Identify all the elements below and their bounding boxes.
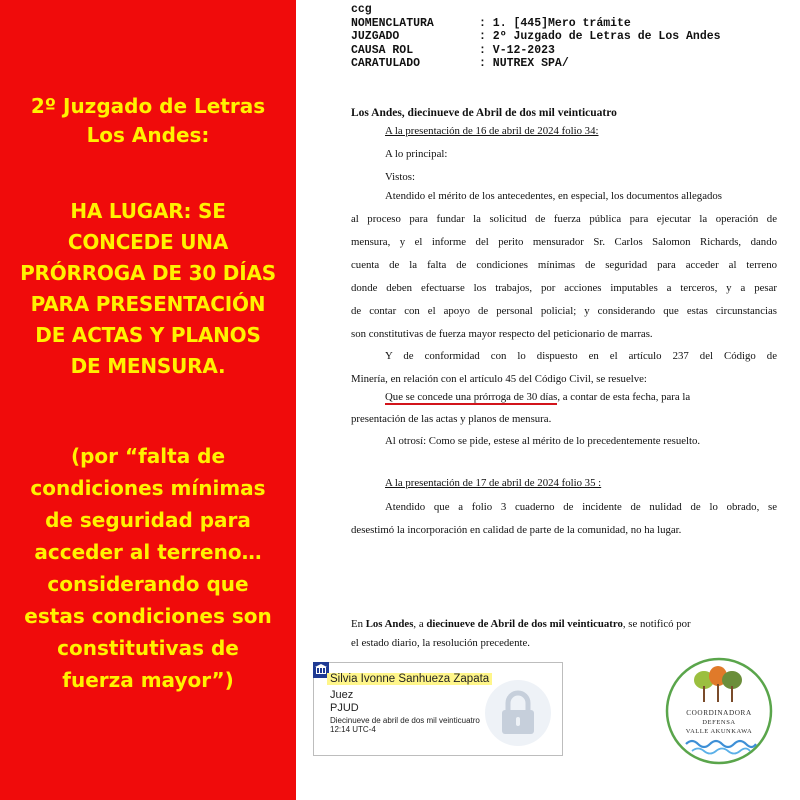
paragraph-line: de contar con el apoyo de personal policial; y considerando que estas circunstancias [351, 305, 777, 317]
quote-line: acceder al terreno… [34, 540, 262, 564]
quote-line: constitutivas de [57, 636, 239, 660]
coordinadora-logo [664, 656, 774, 766]
quote-line: condiciones mínimas [30, 476, 266, 500]
panel-title-line: 2º Juzgado de Letras [30, 94, 266, 118]
header-value: : V-12-2023 [479, 43, 555, 57]
headline-line: PRÓRROGA DE 30 DÍAS [20, 261, 276, 285]
paragraph-line: Atendido el mérito de los antecedentes, en especial, los documentos allegados [385, 190, 722, 202]
paragraph-line: Y de conformidad con lo dispuesto en el artículo 237 del Código de [385, 350, 777, 362]
panel-title [0, 92, 296, 150]
paragraph-line: mensura, y el informe del perito mensurador Sr. Carlos Salomon Richards, dando [351, 236, 777, 248]
resolve-line [385, 386, 690, 409]
logo-text-line: COORDINADORA [686, 709, 752, 717]
panel-headline [0, 196, 296, 382]
paragraph-line: Atendido que a folio 3 cuaderno de incidente de nulidad de lo obrado, se [385, 501, 777, 513]
conformity-paragraph [351, 345, 777, 391]
signature-box [313, 662, 563, 756]
signer-org: PJUD [330, 702, 359, 714]
logo-text-line: VALLE AKUNKAWA [685, 728, 753, 735]
signature-text [330, 669, 492, 734]
header-row [351, 17, 721, 31]
header-value: : 2º Juzgado de Letras de Los Andes [479, 30, 721, 43]
paragraph-line: donde deben efectuarse los trabajos, por acciones imputables a terceros, y a pesar [351, 282, 777, 294]
notification-prefix: En [351, 618, 366, 630]
header-value: : 1. [445]Mero trámite [479, 16, 631, 30]
notification-date: diecinueve de Abril de dos mil veinticuatro [426, 618, 623, 630]
signer-name: Silvia Ivonne Sanhueza Zapata [327, 673, 492, 685]
notification-suffix: , se notificó por [622, 618, 691, 630]
header-key: NOMENCLATURA [351, 16, 434, 30]
signature-date: Diecinueve de abril de dos mil veinticuatro [330, 716, 480, 725]
headline-line: DE MENSURA. [70, 354, 226, 378]
header-row [351, 57, 721, 71]
notification-place: Los Andes [365, 618, 414, 630]
logo-text-line: DEFENSA [702, 719, 736, 726]
resolution-date: Los Andes, diecinueve de Abril de dos mil veinticuatro [351, 107, 617, 119]
principal-label: A lo principal: [385, 148, 448, 160]
headline-line: DE ACTAS Y PLANOS [35, 323, 261, 347]
header-key: CAUSA ROL [351, 43, 414, 57]
header-row [351, 30, 721, 44]
notification-line-2: el estado diario, la resolución precedente. [351, 637, 530, 649]
header-key: CARATULADO [351, 57, 421, 70]
quote-line: (por “falta de [70, 444, 226, 468]
quote-line: fuerza mayor”) [62, 668, 234, 692]
signature-time: 12:14 UTC-4 [330, 725, 376, 734]
quote-line: considerando que [47, 572, 249, 596]
granted-extension-highlight: Que se concede una prórroga de 30 días [385, 391, 558, 403]
vistos-label: Vistos: [385, 171, 415, 183]
attended-paragraph [351, 185, 777, 346]
headline-line: HA LUGAR: SE [70, 199, 226, 223]
otrosi-line: Al otrosí: Como se pide, estese al mérito de lo precedentemente resuelto. [385, 435, 701, 447]
header-value: : NUTREX SPA/ [479, 57, 569, 70]
quote-line: de seguridad para [45, 508, 251, 532]
attended-paragraph-2 [351, 496, 777, 542]
resolve-rest: , a contar de esta fecha, para la [557, 391, 691, 403]
header-row [351, 44, 721, 58]
ccg-label: ccg [351, 3, 372, 16]
presentation-heading: A la presentación de 16 de abril de 2024 folio 34: [385, 125, 599, 137]
panel-title-line: Los Andes: [86, 123, 210, 147]
paragraph-line: Minería, en relación con el artículo 45 del Código Civil, se resuelve: [351, 373, 647, 385]
paragraph-line: al proceso para fundar la solicitud de fuerza pública para ejecutar la operación de [351, 213, 777, 225]
resolve-line-2: presentación de las actas y planos de mensura. [351, 413, 552, 425]
notification-mid: , a [413, 618, 427, 630]
paragraph-line: son constitutivas de fuerza mayor respecto del peticionario de marras. [351, 328, 653, 340]
signer-role: Juez [330, 689, 354, 701]
left-panel [0, 0, 296, 800]
paragraph-line: cuenta de la falta de condiciones mínimas de seguridad para acceder al terreno [351, 259, 777, 271]
quote-line: estas condiciones son [24, 604, 272, 628]
headline-line: CONCEDE UNA [67, 230, 229, 254]
presentation-heading-2: A la presentación de 17 de abril de 2024 folio 35 : [385, 477, 602, 489]
panel-quote [0, 440, 296, 696]
lock-icon [484, 679, 552, 747]
header-key: JUZGADO [351, 30, 400, 43]
document-header [351, 3, 721, 71]
headline-line: PARA PRESENTACIÓN [30, 292, 266, 316]
paragraph-line: desestimó la incorporación en calidad de parte de la comunidad, no ha lugar. [351, 524, 682, 536]
